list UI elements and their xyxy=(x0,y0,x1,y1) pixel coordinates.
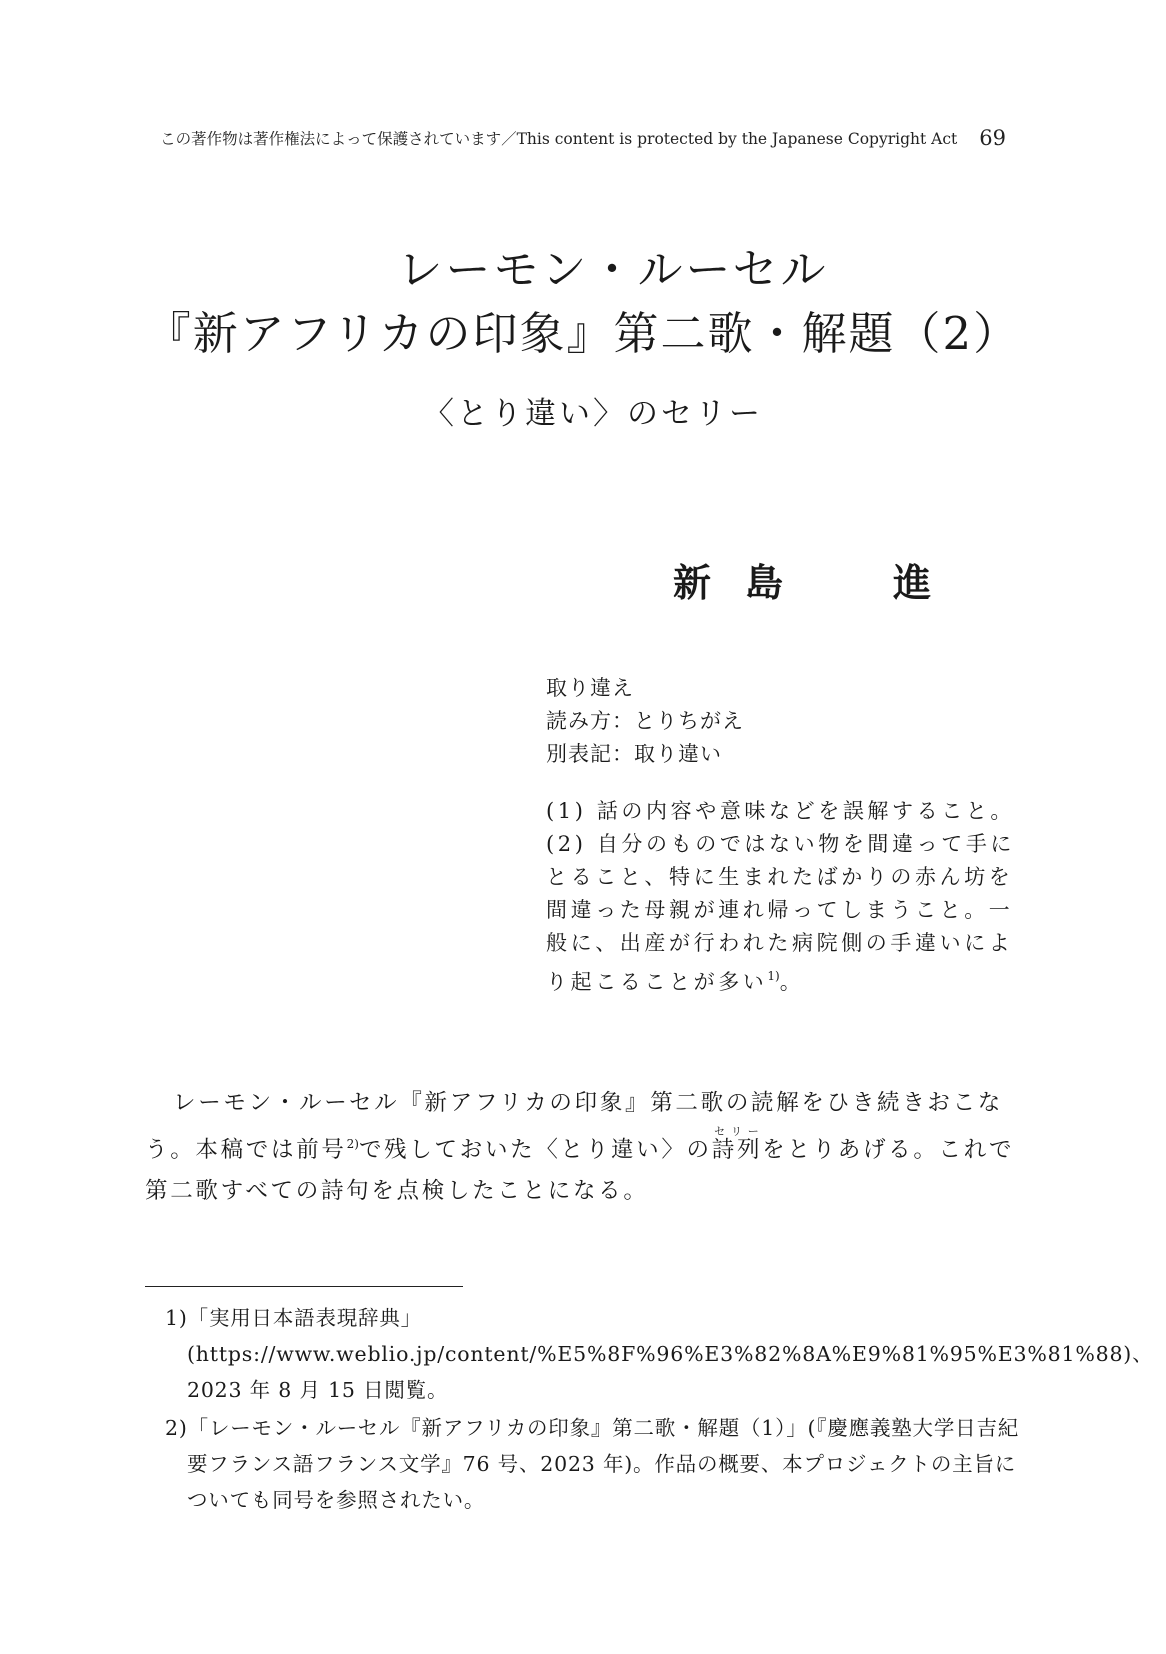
epigraph-variant: 別表記：取り違い xyxy=(546,742,722,766)
subtitle: 〈とり違い〉のセリー xyxy=(423,396,763,432)
author-name xyxy=(673,552,993,605)
author-char-2: 島 xyxy=(745,560,784,605)
body-text xyxy=(145,1083,1025,1212)
paragraph-1-part-2: で残しておいた〈とり違い〉の xyxy=(358,1137,712,1163)
paragraph-1-part-1: レーモン・ルーセル『新アフリカの印象』第二歌の読解をひき続きおこなう。本稿では前号 xyxy=(145,1090,1004,1163)
ruby-base: 詩列 xyxy=(711,1137,763,1163)
footnote-ref-1[interactable]: 1) xyxy=(767,969,780,983)
page-number: 69 xyxy=(979,126,1006,150)
definition-1: (1) 話の内容や意味などを誤解すること。 xyxy=(546,799,1016,823)
definition-2 xyxy=(546,828,1016,999)
footnotes xyxy=(165,1300,1154,1520)
ruby-serie xyxy=(711,1125,763,1163)
footnote-ref-2[interactable]: 2) xyxy=(346,1137,359,1151)
definition-2-text: (2) 自分のものではない物を間違って手にとること、特に生まれたばかりの赤ん坊を間違った母親が連れ帰ってしまうこと。一般に、出産が行われた病院側の手違いにより起こることが多い xyxy=(546,832,1016,994)
epigraph-headword: 取り違え xyxy=(546,676,634,700)
title-line-2: 『新アフリカの印象』第二歌・解題（2） xyxy=(145,307,1021,360)
paragraph-1 xyxy=(145,1083,1025,1212)
author-char-1: 新 xyxy=(673,560,712,605)
definition-2-end: 。 xyxy=(779,970,805,994)
epigraph-reading: 読み方：とりちがえ xyxy=(546,709,744,733)
epigraph xyxy=(546,672,1016,999)
title-block xyxy=(0,238,1166,433)
ruby-reading: セリー xyxy=(711,1125,763,1138)
footnote-1: 1)「実用日本語表現辞典」(https://www.weblio.jp/content/%E5%8F%96%E3%82%8A%E9%81%95%E3%81%88)、2023 年 8 月 15 日閲覧。 xyxy=(165,1306,1154,1402)
title-line-1: レーモン・ルーセル xyxy=(397,243,829,296)
epigraph-definitions xyxy=(546,795,1016,999)
copyright-notice: この著作物は著作権法によって保護されています／This content is protected by the Japanese Copyright Act xyxy=(160,130,958,148)
footnote-2: 2)「レーモン・ルーセル『新アフリカの印象』第二歌・解題（1）」(『慶應義塾大学日吉紀要フランス語フランス文学』76 号、2023 年)。作品の概要、本プロジェクトの主旨についても同号を参照されたい。 xyxy=(165,1416,1020,1512)
copyright-header xyxy=(106,126,1006,150)
footnote-rule xyxy=(145,1286,463,1287)
author-char-3: 進 xyxy=(893,560,932,605)
paragraph-1-part-3: をとりあげる。これで第二歌すべての詩句を点検したことになる。 xyxy=(145,1137,1015,1204)
